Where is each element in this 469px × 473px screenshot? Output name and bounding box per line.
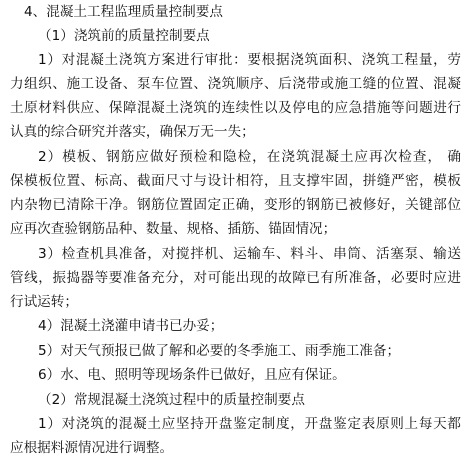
item-2-line-4: 应再次查验钢筋品种、数量、规格、插筋、锚固情况； xyxy=(10,221,337,237)
item-2-line-3: 内杂物已清除干净。钢筋位置固定正确，变形的钢筋已被修好，关键部位 xyxy=(10,197,461,213)
item-1-line-3: 土原材料供应、保障混凝土浇筑的连续性以及停电的应急措施等问题进行 xyxy=(10,100,461,116)
item-2-line-1: 2）模板、钢筋应做好预检和隐检，在浇筑混凝土应再次检查， 确 xyxy=(38,149,461,165)
item-3-line-3: 行试运转； xyxy=(10,294,78,310)
subsection-title-during-pouring: （2）常规混凝土浇筑过程中的质量控制要点 xyxy=(38,392,305,408)
item-1-line-2: 力组织、施工设备、泵车位置、浇筑顺序、后浇带或施工缝的位置、混凝 xyxy=(10,76,461,92)
section-title: 4、混凝土工程监理质量控制要点 xyxy=(24,4,223,20)
subsection-title-before-pouring: （1）浇筑前的质量控制要点 xyxy=(38,28,210,44)
item-5: 5）对天气预报已做了解和必要的冬季施工、雨季施工准备； xyxy=(38,343,401,359)
item-7-line-2: 应根据料源情况进行调整。 xyxy=(10,440,174,456)
item-2-line-2: 保模板位置、标高、截面尺寸与设计相符，且支撑牢固，拼缝严密，模板 xyxy=(10,173,461,189)
item-1-line-4: 认真的综合研究并落实，确保万无一失； xyxy=(10,124,255,140)
item-6: 6）水、电、照明等现场条件已做好，且应有保证。 xyxy=(38,367,346,383)
item-4: 4）混凝土浇灌申请书已办妥； xyxy=(38,318,224,334)
item-1-line-1: 1）对混凝土浇筑方案进行审批：要根据浇筑面积、浇筑工程量，劳 xyxy=(38,52,461,68)
item-7-line-1: 1）对浇筑的混凝土应坚持开盘鉴定制度，开盘鉴定表原则上每天都 xyxy=(38,416,461,432)
item-3-line-1: 3）检查机具准备，对搅拌机、运输车、料斗、串筒、活塞泵、输送 xyxy=(38,246,461,262)
item-3-line-2: 管线，振捣器等要准备充分，对可能出现的故障已有所准备，必要时应进 xyxy=(10,270,461,286)
